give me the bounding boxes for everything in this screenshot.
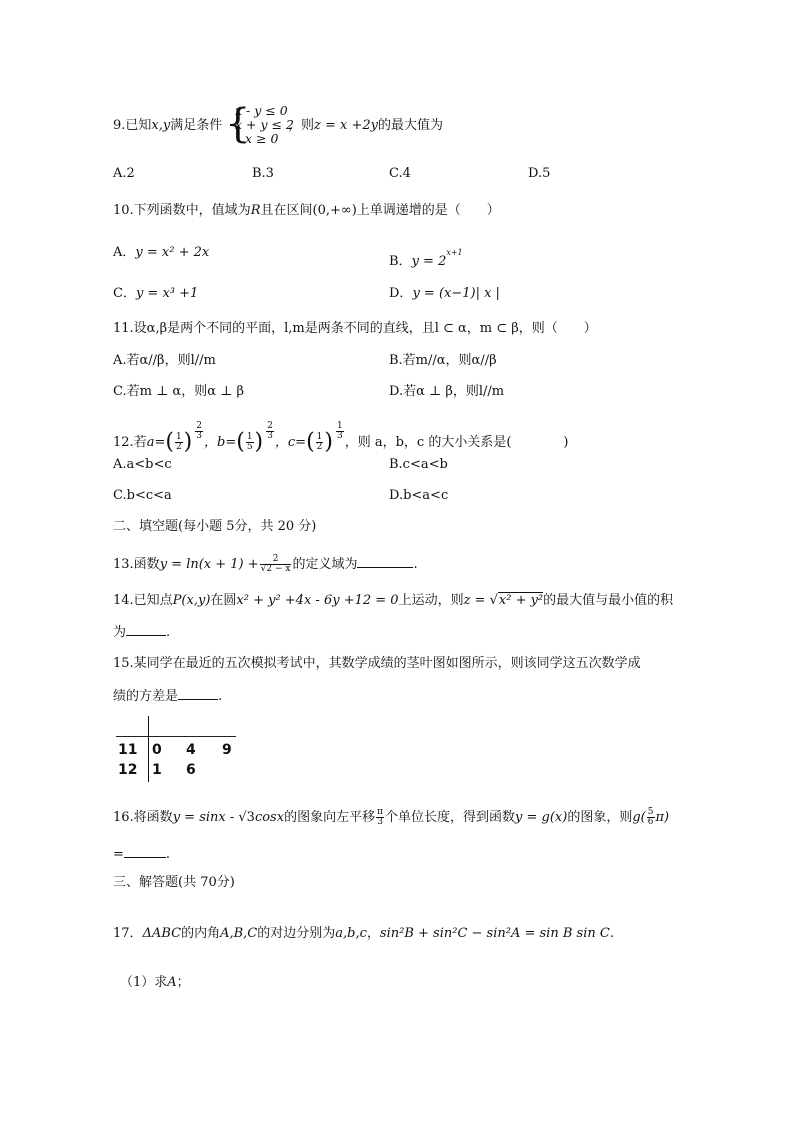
question-12: 12.若a=( $\frac{1}{2}$ ) $\frac{2}{3}$ ，b=( $\frac{1}{5}$ ) $\frac{2}{3}$ ，c=( $\frac{1}{2}$ ) $\frac{1}{3}$ ，则 a，b，c 的大小关系是( ) <box>113 421 569 455</box>
q9-option-b: B.3 <box>252 166 274 181</box>
q11-option-a: A.若α//β，则l//m <box>113 353 216 368</box>
q9-option-a: A.2 <box>113 166 135 181</box>
question-16: 16.将函数y = sinx - √3cosx的图象向左平移 $\frac{\pi}{3}$ 个单位长度，得到函数y = g(x)的图象，则g( $\frac{5}{6}$ π) <box>113 807 670 827</box>
q10-option-d: D．y = (x−1)| x | <box>389 286 500 301</box>
constraint-2: x + y ≤ 2 <box>235 117 294 132</box>
question-9-tail: ，则z = x +2y的最大值为 <box>288 118 444 133</box>
shift-fraction: $\frac{\pi}{3}$ <box>377 807 384 827</box>
question-16-line2: = . <box>113 847 171 862</box>
leaf-cell: 1 <box>152 762 162 778</box>
c-base-fraction: $\frac{1}{2}$ <box>316 432 323 452</box>
question-14: 14.已知点P(x,y)在圆x² + y² +4x - 6y +12 = 0上运动，则z = √x² + y²的最大值与最小值的积 <box>113 593 674 608</box>
arg-fraction: $\frac{5}{6}$ <box>647 807 654 827</box>
b-base-fraction: $\frac{1}{5}$ <box>246 432 253 452</box>
question-17: 17．ΔABC的内角A,B,C的对边分别为a,b,c，sin²B + sin²C − sin²A = sin B sin C. <box>113 926 614 941</box>
q11-option-d: D.若α ⊥ β，则l//m <box>389 384 505 399</box>
stem-top-rule <box>116 736 236 737</box>
question-10: 10.下列函数中，值域为R且在区间(0,+∞)上单调递增的是（ ） <box>113 203 500 218</box>
q9-option-d: D.5 <box>528 166 551 181</box>
stem-cell: 11 <box>118 742 138 758</box>
q12-option-c: C.b<c<a <box>113 488 172 503</box>
c-exponent: $\frac{1}{3}$ <box>336 421 343 441</box>
q11-option-b: B.若m//α，则α//β <box>389 353 497 368</box>
q12-option-b: B.c<a<b <box>389 457 448 472</box>
leaf-cell: 4 <box>186 742 196 758</box>
constraint-3: x ≥ 0 <box>245 131 279 146</box>
q10-option-a: A．y = x² + 2x <box>113 245 210 260</box>
answer-blank[interactable] <box>357 555 413 568</box>
q13-fraction: $\frac{2}{√2 - x}$ <box>260 554 291 574</box>
q11-option-c: C.若m ⊥ α，则α ⊥ β <box>113 384 244 399</box>
question-9: 9.已知x,y满足条件 <box>113 118 223 133</box>
leaf-cell: 0 <box>152 742 162 758</box>
question-15-line2: 绩的方差是 . <box>113 689 223 704</box>
leaf-cell: 9 <box>222 742 232 758</box>
q10-option-b: B．$y = 2^{x+1}$ <box>389 248 463 269</box>
question-15: 15.某同学在最近的五次模拟考试中，其数学成绩的茎叶图如图所示，则该同学这五次数学成 <box>113 656 641 671</box>
q12-option-a: A.a<b<c <box>113 457 172 472</box>
q12-option-d: D.b<a<c <box>389 488 449 503</box>
leaf-cell: 6 <box>186 762 196 778</box>
question-13: 13.函数y = ln(x + 1) + $\frac{2}{√2 - x}$ 的定义域为 . <box>113 554 418 574</box>
section-2-heading: 二、填空题(每小题 5分，共 20 分) <box>113 519 317 534</box>
answer-blank[interactable] <box>178 687 218 700</box>
stem-divider <box>148 716 149 782</box>
answer-blank[interactable] <box>124 845 166 858</box>
a-base-fraction: $\frac{1}{2}$ <box>175 432 182 452</box>
stem-leaf-plot <box>116 716 236 782</box>
question-11: 11.设α,β是两个不同的平面，l,m是两条不同的直线，且l ⊂ α，m ⊂ β，则（ ） <box>113 321 597 336</box>
question-17-part-1: （1）求A； <box>120 975 190 990</box>
answer-blank[interactable] <box>126 623 166 636</box>
stem-cell: 12 <box>118 762 138 778</box>
a-exponent: $\frac{2}{3}$ <box>196 421 202 441</box>
q9-option-c: C.4 <box>389 166 411 181</box>
constraint-1: x - y ≤ 0 <box>235 103 288 118</box>
question-14-line2: 为 . <box>113 625 171 640</box>
section-3-heading: 三、解答题(共 70分) <box>113 875 235 890</box>
b-exponent: $\frac{2}{3}$ <box>267 421 273 441</box>
left-brace: { <box>225 101 251 147</box>
q10-option-c: C．y = x³ +1 <box>113 286 199 301</box>
